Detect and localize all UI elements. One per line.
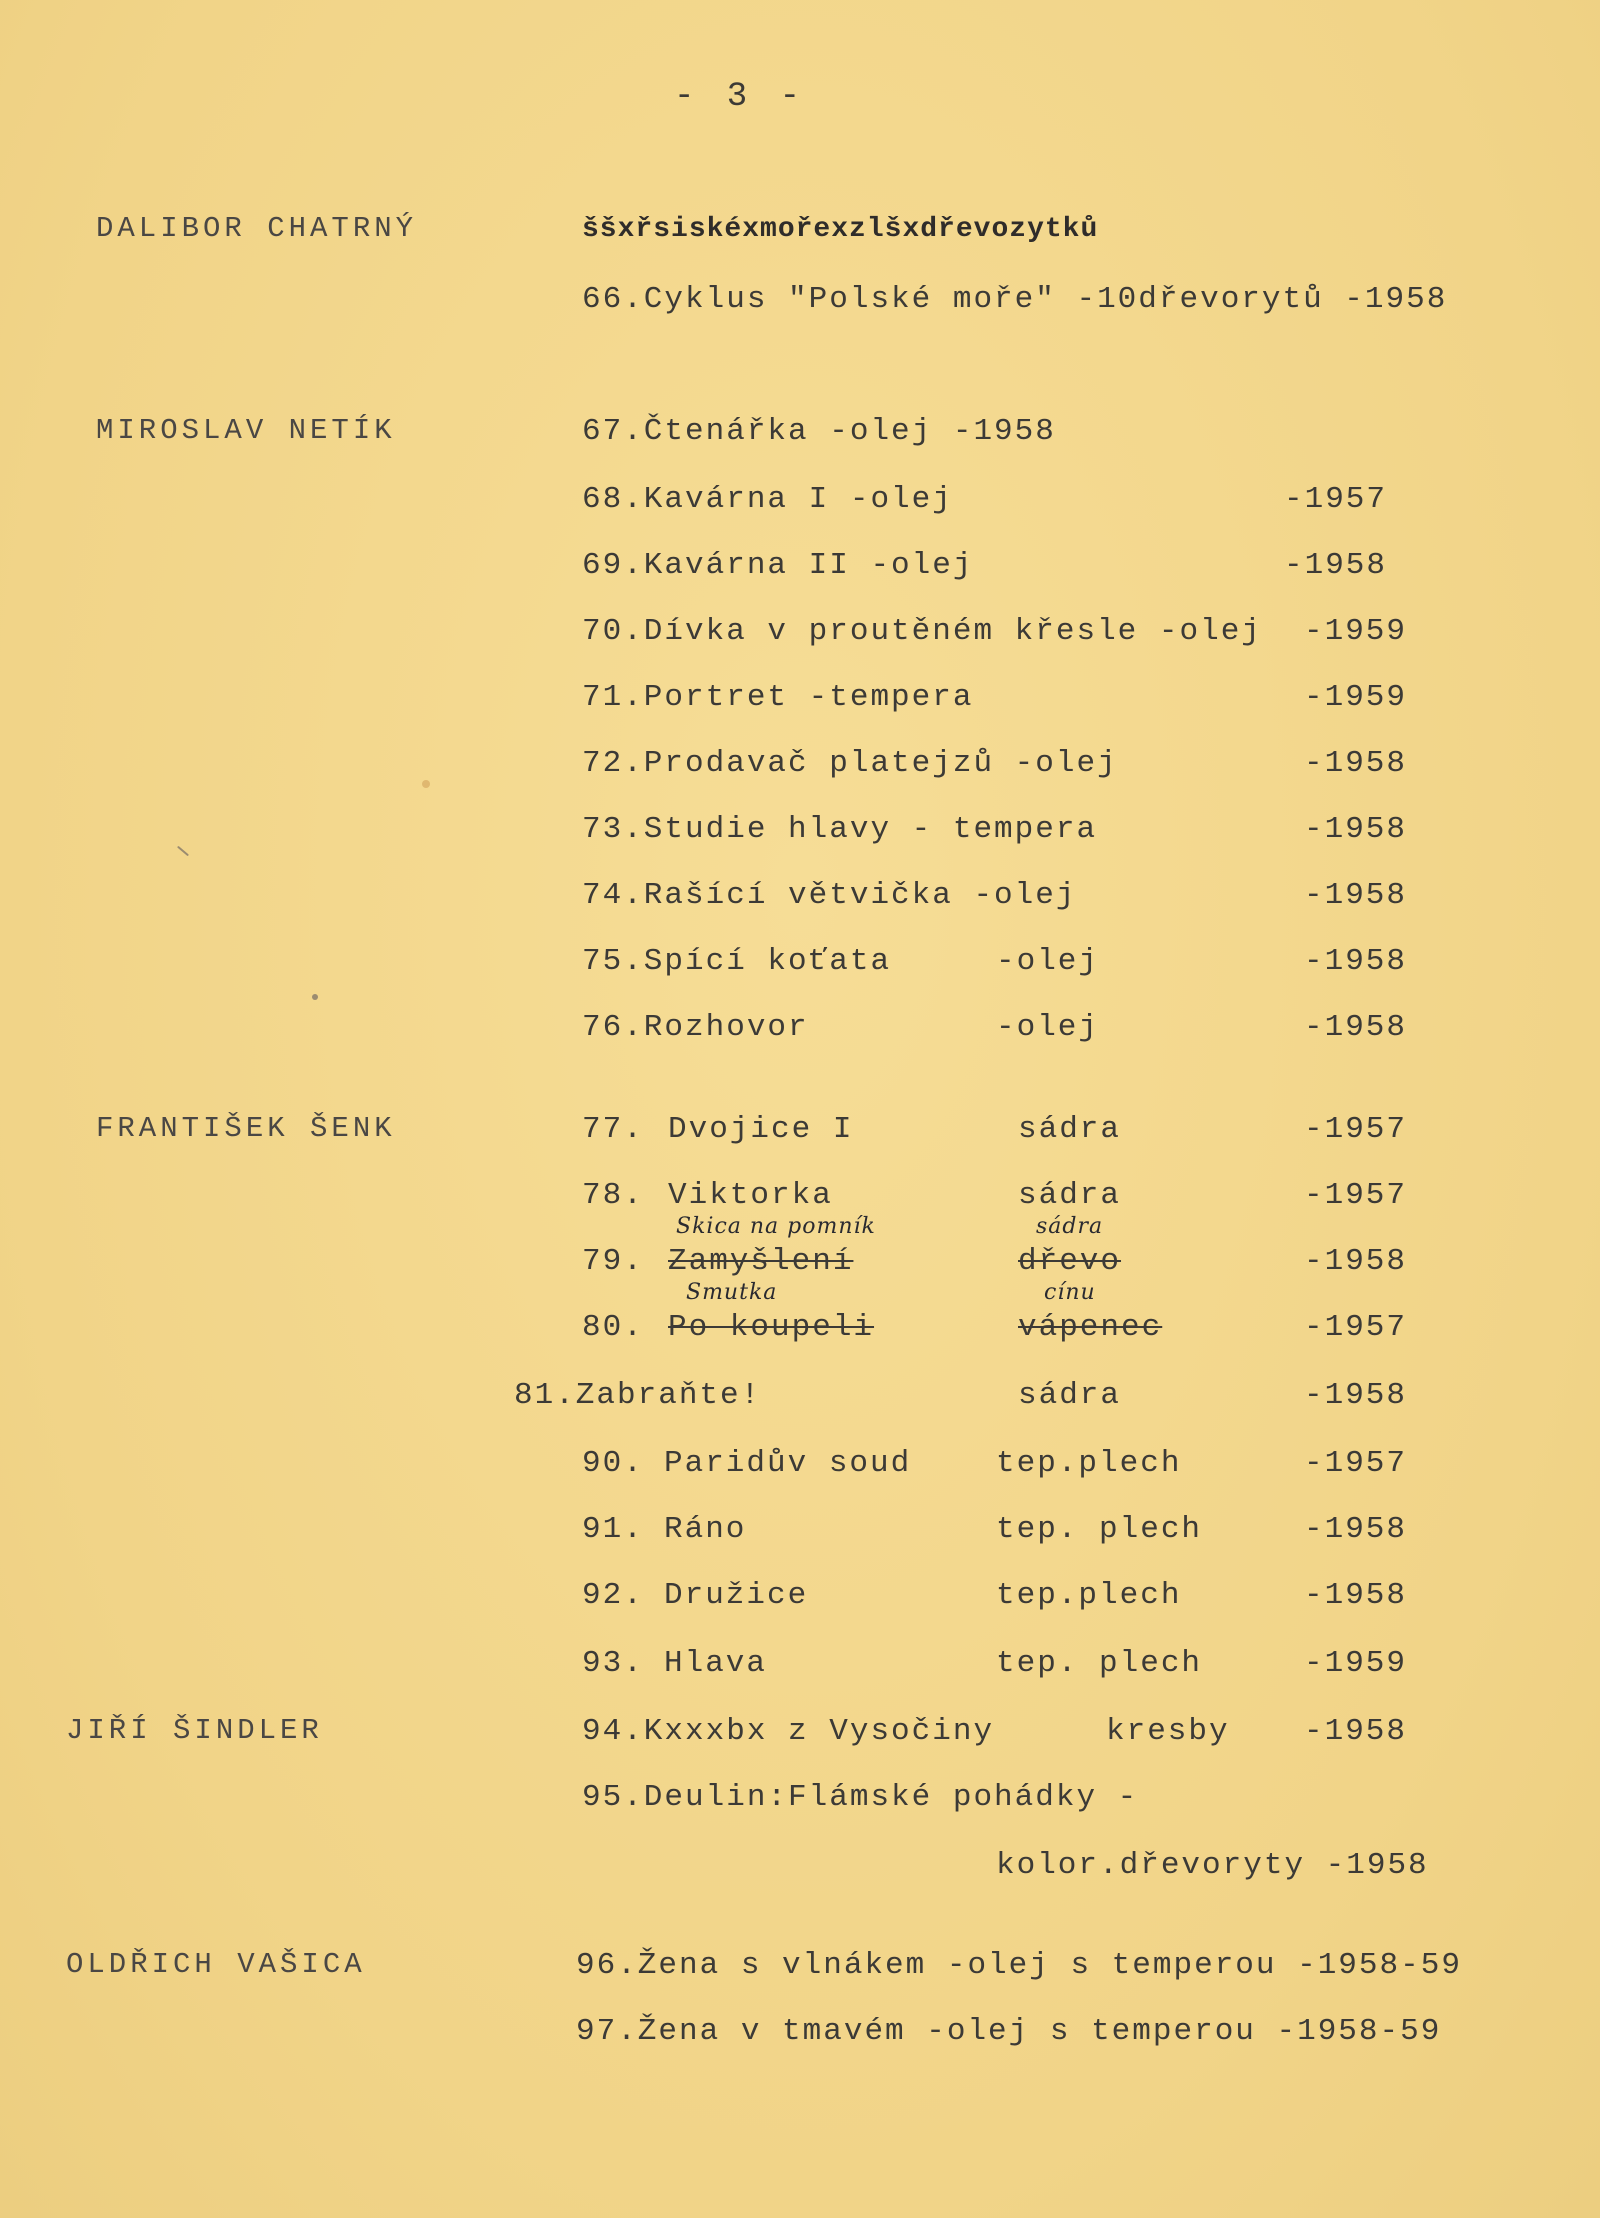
entry-number: 77. [582, 1112, 644, 1147]
entry-medium: tep. plech [996, 1646, 1203, 1681]
entry-medium: sádra [1018, 1178, 1122, 1213]
entry-title: 72.Prodavač platejzů -olej [582, 746, 1118, 781]
artist-name: JIŘÍ ŠINDLER [66, 1714, 323, 1747]
entry-number: 90. [582, 1446, 644, 1481]
paper-speck [177, 846, 189, 857]
entry-medium: tep. plech [996, 1512, 1203, 1547]
artist-name: DALIBOR CHATRNÝ [96, 212, 418, 245]
entry-title: 94.Kxxxbx z Vysočiny [582, 1714, 995, 1749]
artist-name: OLDŘICH VAŠICA [66, 1948, 366, 1981]
entry-title: 67.Čtenářka -olej -1958 [582, 414, 1056, 449]
entry-medium: sádra [1018, 1112, 1122, 1147]
entry-title: Ráno [664, 1512, 747, 1547]
entry-title: 70.Dívka v proutěném křesle -olej [582, 614, 1262, 649]
artist-name: FRANTIŠEK ŠENK [96, 1112, 396, 1145]
entry-year: -1957 [1304, 1112, 1408, 1147]
entry-number: 92. [582, 1578, 644, 1613]
entry-title: 69.Kavárna II -olej [582, 548, 974, 583]
entry-number: 93. [582, 1646, 644, 1681]
entry-title: Paridův soud [664, 1446, 912, 1481]
paper-speck [312, 994, 318, 1000]
entry-year: -1958 [1284, 548, 1388, 583]
paper-speck [422, 780, 430, 788]
entry-title: 71.Portret -tempera [582, 680, 974, 715]
entry-title: 75.Spící koťata [582, 944, 892, 979]
entry-title: Hlava [664, 1646, 768, 1681]
entry-year: -1958 [1304, 1010, 1408, 1045]
entry-title: 81.Zabraňte! [514, 1378, 762, 1413]
entry-medium-struck: vápenec [1018, 1310, 1163, 1345]
entry-title: 97.Žena v tmavém -olej s temperou -1958-59 [576, 2014, 1442, 2049]
entry-title: 74.Rašící větvička -olej [582, 878, 1077, 913]
entry-number: 91. [582, 1512, 644, 1547]
entry-year: -1957 [1304, 1310, 1408, 1345]
entry-year: -1958 [1304, 1244, 1408, 1279]
entry-title: Viktorka [668, 1178, 833, 1213]
entry-year: -1958 [1304, 812, 1408, 847]
page-number: - 3 - [674, 78, 807, 116]
entry-title: Družice [664, 1578, 809, 1613]
entry-year: -1959 [1304, 1646, 1408, 1681]
entry-medium: tep.plech [996, 1446, 1182, 1481]
entry-medium: sádra [1018, 1378, 1122, 1413]
entry-title: 73.Studie hlavy - tempera [582, 812, 1098, 847]
handwritten-correction: Skica na pomník [676, 1214, 876, 1239]
artist-name: MIROSLAV NETÍK [96, 414, 396, 447]
entry-year: -1958 [1304, 746, 1408, 781]
entry-year: -1957 [1284, 482, 1388, 517]
entry-title: 95.Deulin:Flámské pohádky - [582, 1780, 1139, 1815]
entry-number: 80. [582, 1310, 644, 1345]
entry-year: -1958 [1304, 1578, 1408, 1613]
handwritten-correction: Smutka [686, 1280, 778, 1305]
entry-title: 76.Rozhovor [582, 1010, 809, 1045]
entry-text: 66.Cyklus "Polské moře" -10dřevorytů -1958 [582, 282, 1448, 317]
entry-year: -1958 [1304, 1378, 1408, 1413]
entry-title-struck: Zamyšlení [668, 1244, 854, 1279]
entry-year: -1958 [1304, 944, 1408, 979]
entry-title: kolor.dřevoryty -1958 [996, 1848, 1429, 1883]
entry-year: -1959 [1304, 680, 1408, 715]
entry-year: -1958 [1304, 878, 1408, 913]
entry-title: 68.Kavárna I -olej [582, 482, 953, 517]
struck-line: ššxřsiskéxmořexzlšxdřevozytků [582, 214, 1099, 245]
entry-medium: -olej [996, 1010, 1100, 1045]
entry-medium-struck: dřevo [1018, 1244, 1122, 1279]
entry-year: -1957 [1304, 1446, 1408, 1481]
entry-year: -1959 [1304, 614, 1408, 649]
entry-year: -1958 [1304, 1512, 1408, 1547]
entry-year: -1958 [1304, 1714, 1408, 1749]
entry-number: 79. [582, 1244, 644, 1279]
handwritten-correction: sádra [1036, 1214, 1104, 1239]
entry-title: 96.Žena s vlnákem -olej s temperou -1958-59 [576, 1948, 1462, 1983]
entry-number: 78. [582, 1178, 644, 1213]
entry-medium: tep.plech [996, 1578, 1182, 1613]
entry-medium: kresby [1106, 1714, 1230, 1749]
entry-title: Dvojice I [668, 1112, 854, 1147]
handwritten-correction: cínu [1044, 1280, 1096, 1305]
entry-title-struck: Po koupeli [668, 1310, 875, 1345]
entry-medium: -olej [996, 944, 1100, 979]
entry-year: -1957 [1304, 1178, 1408, 1213]
